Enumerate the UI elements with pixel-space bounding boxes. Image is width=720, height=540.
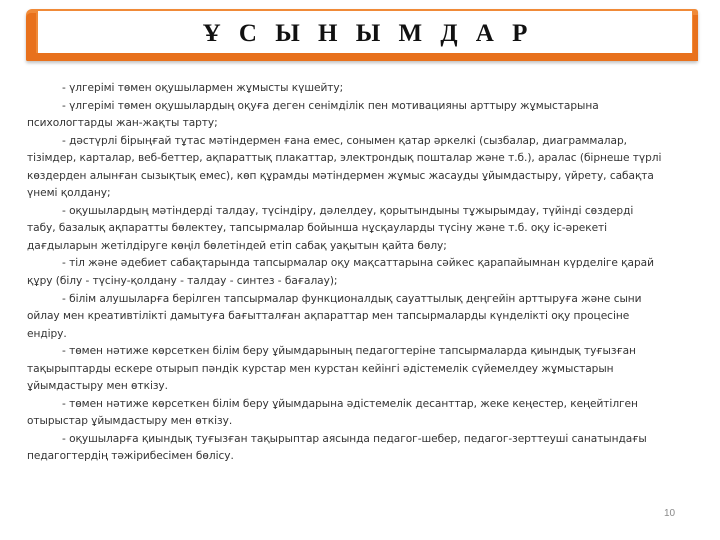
title-banner — [26, 9, 698, 61]
recommendations-body — [27, 80, 695, 466]
paragraph-line: ендіру. — [27, 327, 67, 340]
paragraph-line: - тіл және әдебиет сабақтарында тапсырмалар оқу мақсаттарына сәйкес қарапайымнан күрделіге қарай — [62, 257, 654, 270]
paragraph-line: педагогтердің тәжірибесімен бөлісу. — [27, 450, 234, 463]
paragraph-line: - үлгерімі төмен оқушылармен жұмысты күшейту; — [62, 82, 344, 94]
paragraph-line: - білім алушыларға берілген тапсырмалар функционалдық сауаттылық деңгейін арттыруға және сыни — [62, 292, 642, 305]
paragraph-line: құру (білу - түсіну-қолдану - талдау - синтез - бағалау); — [27, 275, 338, 288]
paragraph-line: психологтарды жан-жақты тарту; — [27, 117, 218, 130]
paragraph-line: үнемі қолдану; — [27, 187, 111, 200]
paragraph-line: - оқушылардың мәтіндерді талдау, түсіндіру, дәлелдеу, қорытындыны тұжырымдау, түйінді сөздерді — [62, 204, 634, 217]
slide-title: Ұ С Ы Н Ы М Д А Р — [202, 20, 534, 47]
paragraph-line: ойлау мен креативтілікті дамытуға бағытталған ақпараттар мен тапсырмаларды күнделікті оқу процесіне — [27, 310, 630, 323]
paragraph-line: - төмен нәтиже көрсеткен білім беру ұйымдарының педагогтеріне тапсырмаларда қиындық туғызған — [62, 345, 636, 358]
paragraph-line: тақырыптарды ескере отырып пәндік курстар мен курстан кейінгі әдістемелік сүйемелдеу жұмыстарын — [27, 362, 614, 375]
banner-bottom-edge — [26, 53, 698, 61]
page-number: 10 — [664, 508, 676, 519]
paragraph-line: - оқушыларға қиындық туғызған тақырыптар аясында педагог-шебер, педагог-зерттеуші санатындағы — [62, 432, 647, 445]
banner-inner-panel — [38, 11, 692, 53]
paragraph-line: - төмен нәтиже көрсеткен білім беру ұйымдарына әдістемелік десанттар, жеке кеңестер, кеңейтілген — [62, 397, 638, 410]
paragraph-line: - дәстүрлі бірыңғай тұтас мәтіндермен ғана емес, сонымен қатар әркелкі (сызбалар, диаграммалар, — [62, 134, 627, 147]
paragraph-line: - үлгерімі төмен оқушылардың оқуға деген сенімділік пен мотивацияны арттыру жұмыстарына — [62, 99, 599, 112]
paragraph-line: тізімдер, карталар, веб-беттер, ақпараттық плакаттар, электрондық пошталар және т.б.), аралас (бірнеше түрлі — [27, 152, 662, 165]
paragraph-line: көздерден алынған сызықтық емес), көп құрамды мәтіндермен жұмыс жасауды ұйымдастыру, үйрету, сабақта — [27, 169, 654, 182]
paragraph-line: ұйымдастыру мен өткізу. — [27, 380, 168, 393]
paragraph-line: табу, базалық ақпаратты бөлектеу, тапсырмалар бойынша нұсқауларды түсіну және т.б. оқу іс-әрекеті — [27, 222, 608, 235]
paragraph-line: отырыстар ұйымдастыру мен өткізу. — [27, 415, 233, 428]
paragraph-line: дағдыларын жетілдіруге көңіл бөлетіндей етіп сабақ уақытын қайта бөлу; — [27, 239, 447, 252]
